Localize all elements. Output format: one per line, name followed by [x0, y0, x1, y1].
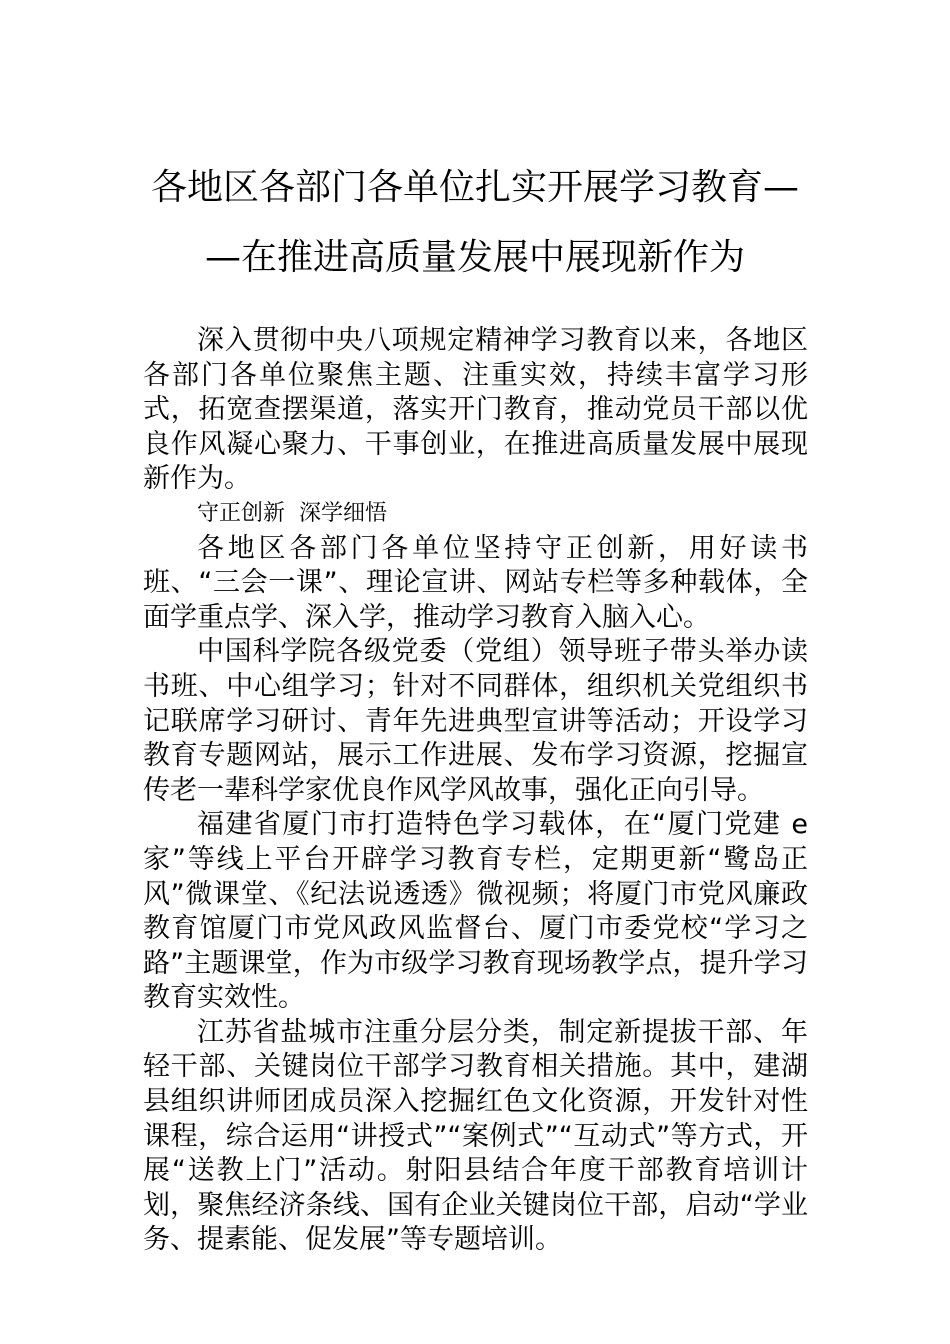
document-title-line-1: 各地区各部门各单位扎实开展学习教育— [150, 167, 799, 208]
paragraph-yancheng: 江苏省盐城市注重分层分类，制定新提拔干部、年轻干部、关键岗位干部学习教育相关措施。其中，建湖县组织讲师团成员深入挖掘红色文化资源，开发针对性课程，综合运用“讲授式”“案例式”“互动式”等方式，开展“送教上门”活动。射阳县结合年度干部教育培训计划，聚焦经济条线、国有企业关键岗位干部，启动“学业务、提素能、促发展”等专题培训。 [143, 1016, 808, 1256]
paragraph-xiamen: 福建省厦门市打造特色学习载体，在“厦门党建 e 家”等线上平台开辟学习教育专栏，定期更新“鹭岛正风”微课堂、《纪法说透透》微视频；将厦门市党风廉政教育馆厦门市党风政风监督台、厦门市委党校“学习之路”主题课堂，作为市级学习教育现场教学点，提升学习教育实效性。 [143, 809, 808, 1014]
document-body [143, 324, 808, 1258]
intro-paragraph: 深入贯彻中央八项规定精神学习教育以来，各地区各部门各单位聚焦主题、注重实效，持续丰富学习形式，拓宽查摆渠道，落实开门教育，推动党员干部以优良作风凝心聚力、干事创业，在推进高质量发展中展现新作为。 [143, 325, 808, 495]
document-title-line-2: —在推进高质量发展中展现新作为 [204, 237, 745, 278]
paragraph-overview: 各地区各部门各单位坚持守正创新，用好读书班、“三会一课”、理论宣讲、网站专栏等多种载体，全面学重点学、深入学，推动学习教育入脑入心。 [143, 532, 808, 633]
paragraph-cas: 中国科学院各级党委（党组）领导班子带头举办读书班、中心组学习；针对不同群体，组织机关党组织书记联席学习研讨、青年先进典型宣讲等活动；开设学习教育专题网站，展示工作进展、发布学习资源，挖掘宣传老一辈科学家优良作风学风故事，强化正向引导。 [143, 636, 808, 806]
section-subheading: 守正创新 深学细悟 [197, 500, 387, 526]
